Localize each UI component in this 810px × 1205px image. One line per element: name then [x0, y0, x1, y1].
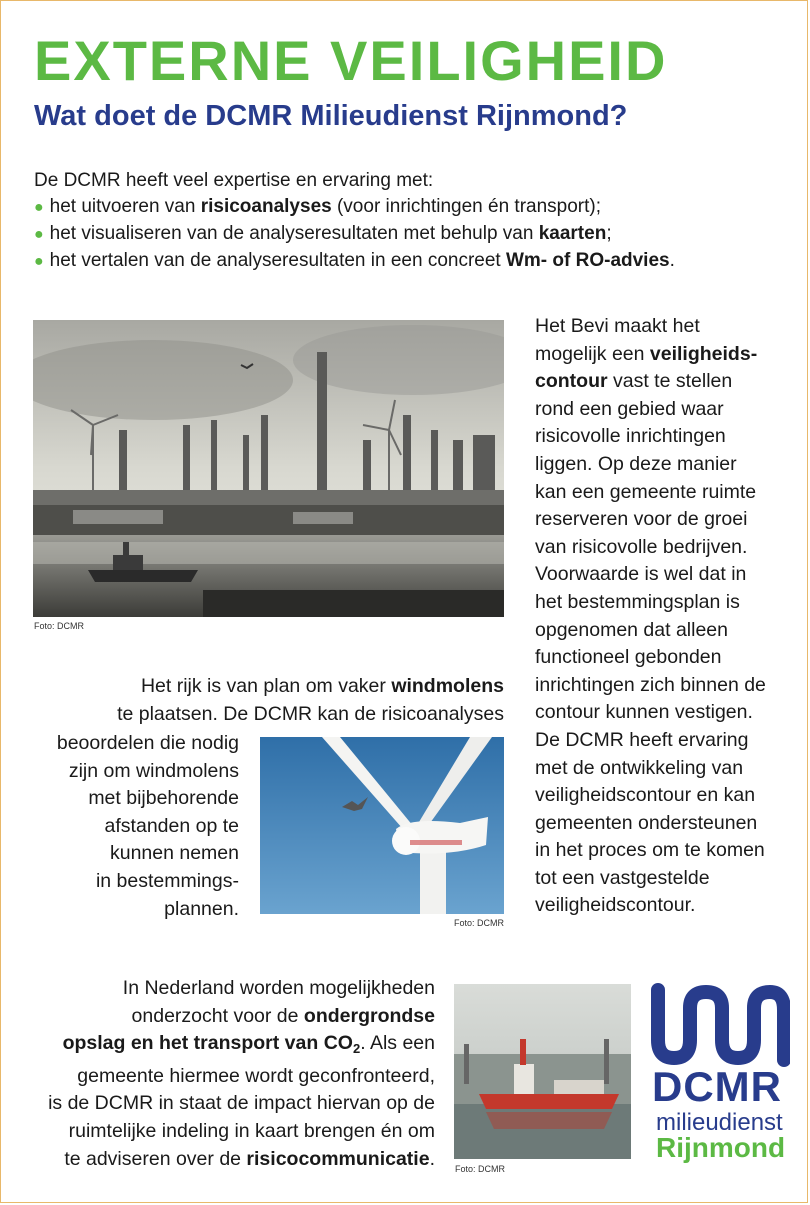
intro-lead: De DCMR heeft veel expertise en ervaring met:: [34, 170, 434, 191]
ship-harbor-photo: [454, 984, 631, 1159]
bullet-dot-icon: ●: [34, 199, 44, 216]
logo-milieudienst-text: milieudienst: [656, 1109, 783, 1136]
wind-turbine-photo: [260, 737, 504, 914]
photo-caption: Foto: DCMR: [454, 918, 505, 928]
wind-paragraph-top: Het rijk is van plan om vaker windmolens te plaatsen. De DCMR kan de risicoanalyses: [117, 675, 504, 725]
wind-paragraph-side: beoordelen die nodig zijn om windmolens met bijbehorende afstanden op te kunnen nemen in bestemmings- plannen.: [56, 732, 239, 920]
bullet-dot-icon: ●: [34, 253, 44, 270]
page-subtitle: Wat doet de DCMR Milieudienst Rijnmond?: [34, 100, 628, 132]
co2-paragraph: In Nederland worden mogelijkheden onderzocht voor de ondergrondse opslag en het transport van $CO_2$. Als een gemeente hiermee wordt geconfronteerd, is de DCMR in staat de impact hiervan op de ruimtelijke indeling in kaart brengen én om te adviseren over de risicocommunicatie.: [48, 977, 435, 1170]
logo-dcmr-text: DCMR: [652, 1063, 782, 1110]
photo-caption: Foto: DCMR: [34, 621, 85, 631]
intro-bullet: ● het uitvoeren van risicoanalyses (voor inrichtingen én transport);: [34, 196, 601, 217]
intro-bullet: ● het visualiseren van de analyseresultaten met behulp van kaarten;: [34, 223, 612, 244]
page-title: EXTERNE VEILIGHEID: [34, 29, 668, 92]
intro-bullet: ● het vertalen van de analyseresultaten in een concreet Wm- of RO-advies.: [34, 250, 675, 271]
photo-caption: Foto: DCMR: [455, 1164, 506, 1174]
bevi-paragraph: Het Bevi maakt het mogelijk een veiligheids- contour vast te stellen rond een gebied waar risicovolle inrichtingen liggen. Op deze manier kan een gemeente ruimte reserveren voor de groei van risicovolle bedrijven. Voorwaarde is wel dat in het bestemmingsplan is opgenomen dat alleen functioneel gebonden inrichtingen zich binnen de contour kunnen vestigen. De DCMR heeft ervaring met de ontwikkeling van veiligheidscontour en kan gemeenten ondersteunen in het proces om te komen tot een vastgestelde veiligheidscontour.: [535, 315, 766, 917]
intro-section: [34, 168, 675, 275]
industrial-harbor-photo: [33, 320, 504, 617]
dcmr-wave-logo-icon: [650, 980, 790, 1070]
bullet-dot-icon: ●: [34, 226, 44, 243]
logo-rijnmond-text: Rijnmond: [656, 1132, 786, 1163]
